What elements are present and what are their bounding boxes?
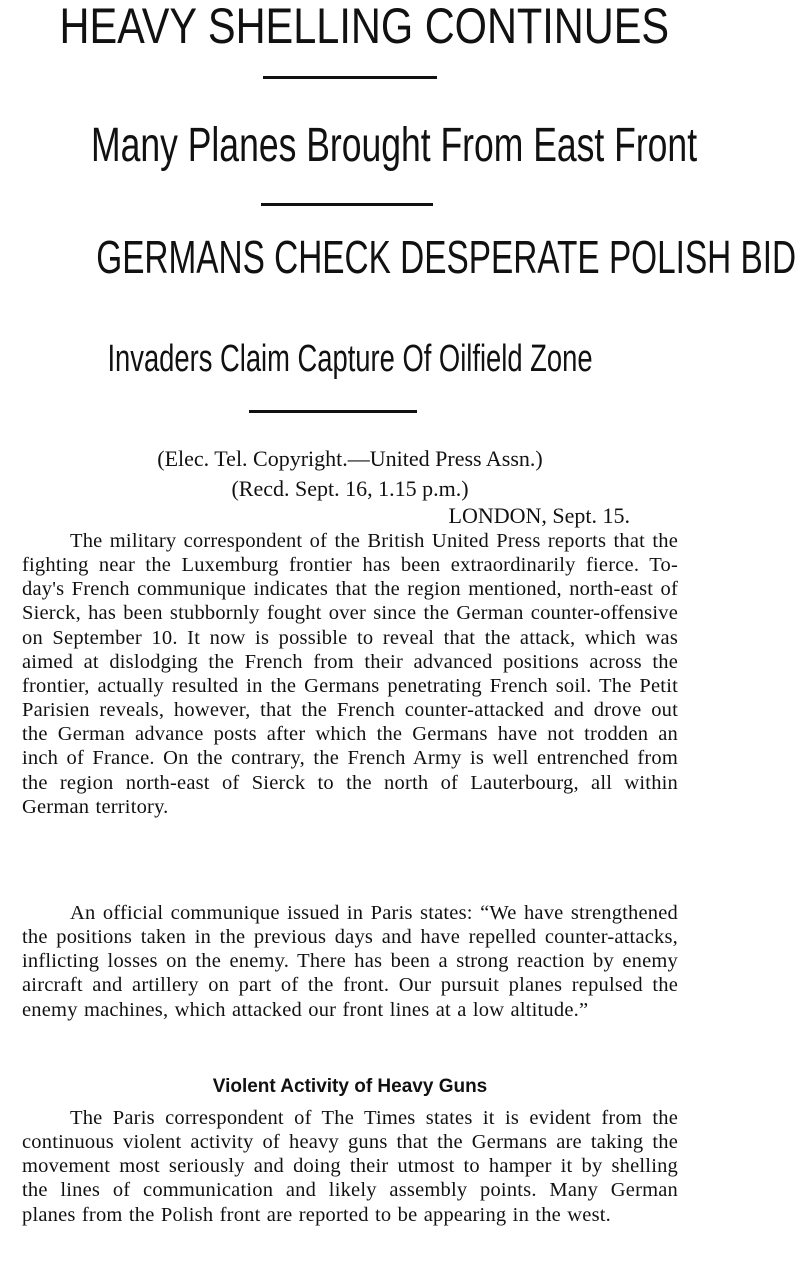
received-line: (Recd. Sept. 16, 1.15 p.m.) bbox=[231, 476, 469, 501]
copyright-line: (Elec. Tel. Copyright.—United Press Assn.) bbox=[157, 446, 543, 471]
headline-second: Many Planes Brought From East Front bbox=[91, 119, 698, 172]
headline-main: HEAVY SHELLING CONTINUES bbox=[59, 0, 670, 54]
article-paragraph bbox=[22, 529, 678, 819]
article-paragraph bbox=[22, 1106, 678, 1227]
headline-third: GERMANS CHECK DESPERATE POLISH BID bbox=[96, 231, 796, 283]
paragraph-text: The Paris correspondent of The Times states it is evident from the continuous violent activity of heavy guns that the Germans are taking the movement most seriously and doing their utmost to hamper it by shelling the lines of communication and likely assembly points. Many German planes from the Polish front are reported to be appearing in the west. bbox=[22, 1107, 678, 1226]
article-paragraph bbox=[22, 901, 678, 1022]
paragraph-text: An official communique issued in Paris states: “We have strengthened the positions taken in the previous days and have repelled counter-attacks, inflicting losses on the enemy. There has been a strong reaction by enemy aircraft and artillery on part of the front. Our pursuit planes repulsed the enemy machines, which attacked our front lines at a low altitude.” bbox=[22, 902, 678, 1021]
subheading: Violent Activity of Heavy Guns bbox=[212, 1076, 488, 1097]
headline-divider bbox=[249, 410, 417, 413]
place-date-line: LONDON, Sept. 15. bbox=[448, 503, 630, 528]
paragraph-text: The military correspondent of the British United Press reports that the fighting near the Luxemburg frontier has been extraordinarily fierce. To-day's French communique indicates that the region mentioned, north-east of Sierck, has been stubbornly fought over since the German counter-offensive on September 10. It now is possible to reveal that the attack, which was aimed at dislodging the French from their advanced positions across the frontier, actually resulted in the Germans penetrating French soil. The Petit Parisien reveals, however, that the French counter-attacked and drove out the German advance posts after which the Germans have not trodden an inch of France. On the contrary, the French Army is well entrenched from the region north-east of Sierck to the north of Lauterbourg, all within German territory. bbox=[22, 530, 678, 818]
headline-divider bbox=[261, 203, 433, 206]
headline-fourth: Invaders Claim Capture Of Oilfield Zone bbox=[107, 338, 593, 380]
headline-divider bbox=[263, 76, 437, 79]
